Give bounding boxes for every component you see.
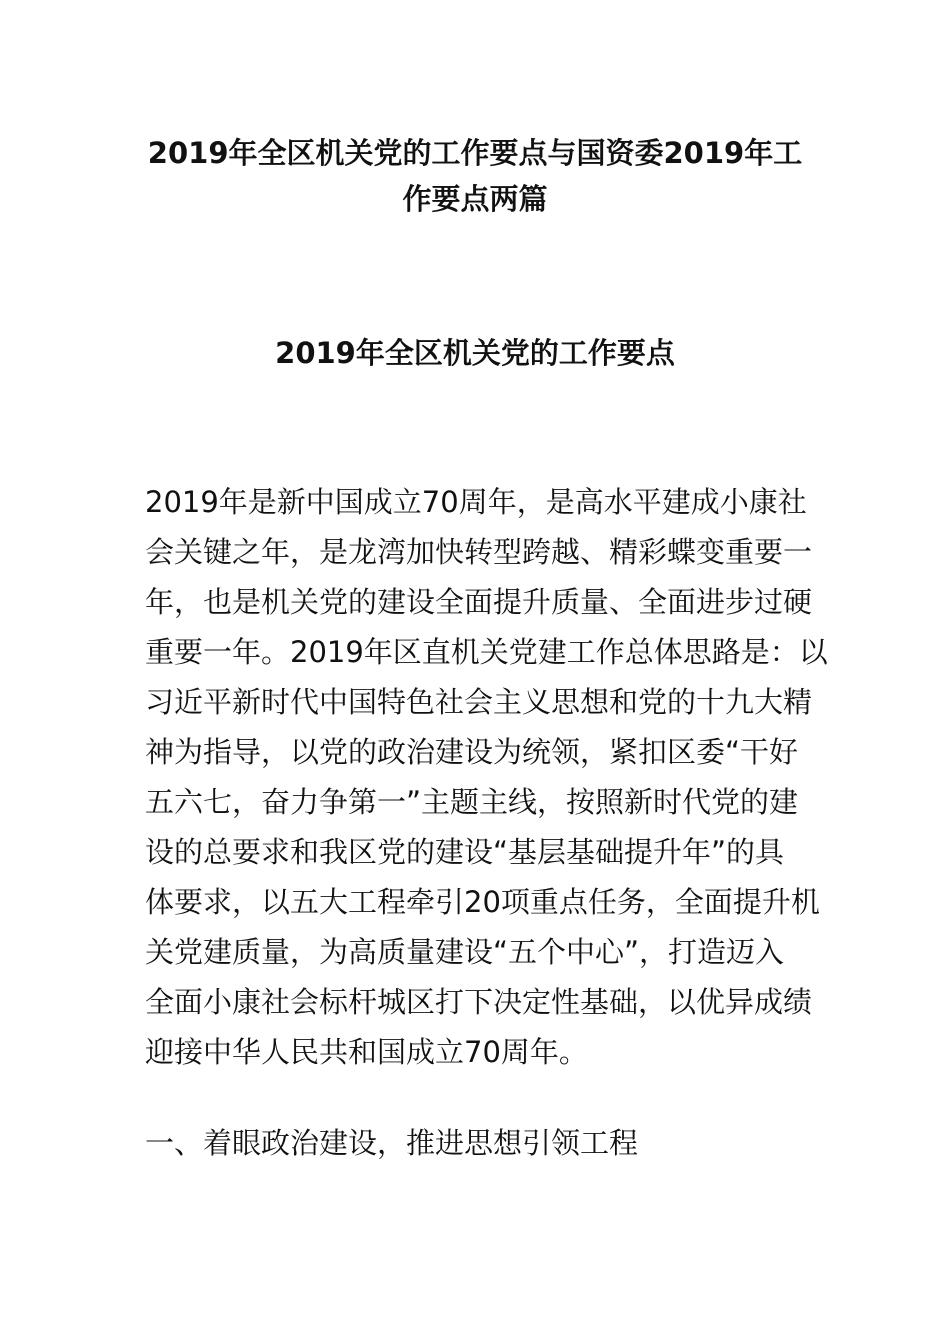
document-title bbox=[130, 130, 820, 222]
paragraph-line: 2019年是新中国成立70周年，是高水平建成小康社 bbox=[145, 485, 807, 519]
paragraph-line: 习近平新时代中国特色社会主义思想和党的十九大精 bbox=[145, 685, 813, 719]
paragraph-line: 五六七，奋力争第一”主题主线，按照新时代党的建 bbox=[145, 785, 799, 819]
paragraph-line: 会关键之年，是龙湾加快转型跨越、精彩蝶变重要一 bbox=[145, 535, 813, 569]
paragraph-line: 全面小康社会标杆城区打下决定性基础，以优异成绩 bbox=[145, 985, 813, 1019]
section-title: 2019年全区机关党的工作要点 bbox=[275, 336, 675, 370]
paragraph-line: 年，也是机关党的建设全面提升质量、全面进步过硬 bbox=[145, 585, 813, 619]
heading-level-1: 一、着眼政治建设，推进思想引领工程 bbox=[145, 1126, 639, 1160]
paragraph-line: 设的总要求和我区党的建设“基层基础提升年”的具 bbox=[145, 835, 785, 869]
document-title-line: 2019年全区机关党的工作要点与国资委2019年工 bbox=[147, 136, 803, 170]
paragraph-line: 迎接中华人民共和国成立70周年。 bbox=[145, 1035, 588, 1069]
document-title-line: 作要点两篇 bbox=[402, 182, 548, 216]
paragraph-line: 重要一年。2019年区直机关党建工作总体思路是：以 bbox=[145, 635, 828, 669]
paragraph-line: 神为指导，以党的政治建设为统领，紧扣区委“干好 bbox=[145, 735, 799, 769]
paragraph-line: 关党建质量，为高质量建设“五个中心”，打造迈入 bbox=[145, 935, 785, 969]
body-paragraph bbox=[145, 477, 828, 1077]
paragraph-line: 体要求，以五大工程牵引20项重点任务，全面提升机 bbox=[145, 885, 820, 919]
